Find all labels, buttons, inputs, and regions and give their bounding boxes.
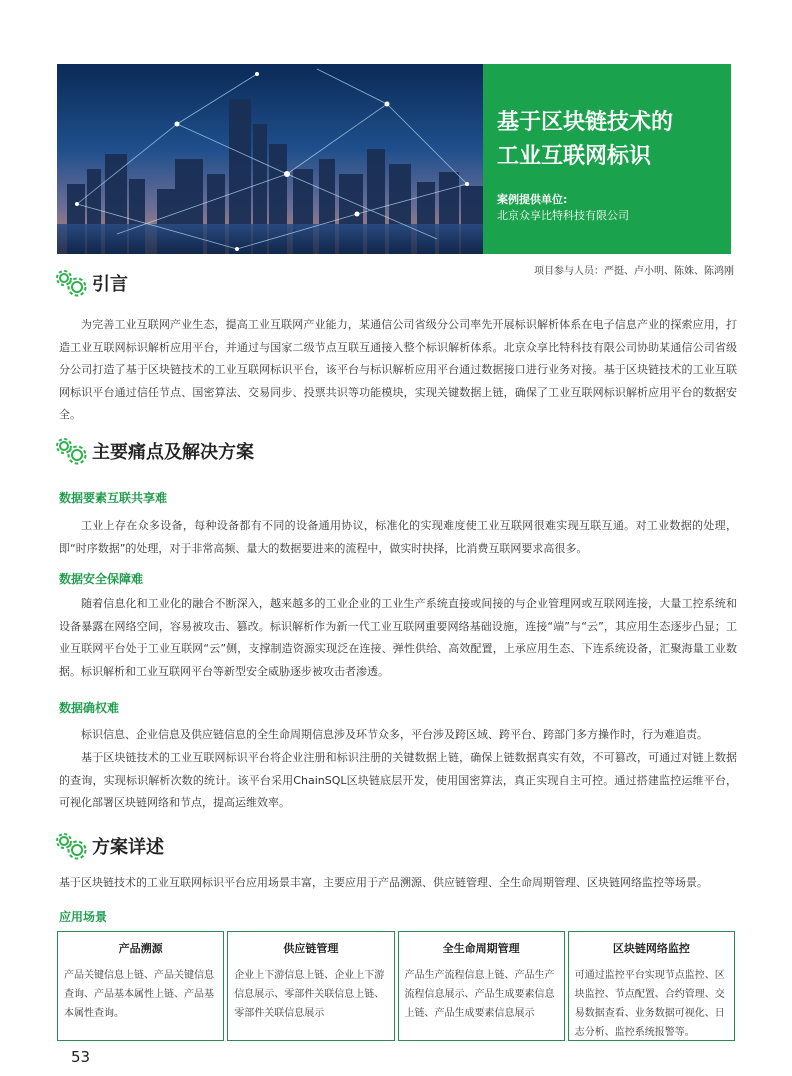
scene-card-title: 区块链网络监控 <box>612 942 690 955</box>
pain-point-3-solution: 基于区块链技术的工业互联网标识平台将企业注册和标识注册的关键数据上链，确保上链数据真实有效，不可篡改，可通过对链上数据的查询，实现标识解析次数的统计。该平台采用ChainSQL区块链底层开发，使用国密算法，真正实现自主可控。通过搭建监控运维平台，可视化部署区块链网络和节点，提高运维效率。 <box>59 751 737 809</box>
scene-card-traceability <box>57 931 224 1041</box>
solution-title: 方案详述 <box>92 837 164 858</box>
page-number: 53 <box>71 1048 91 1066</box>
pain-point-2-title: 数据安全保障难 <box>59 572 144 586</box>
scene-card-body: 企业上下游信息上链、企业上下游信息展示、零部件关联信息上链、零部件关联信息展示 <box>234 970 385 1019</box>
intro-paragraph: 为完善工业互联网产业生态，提高工业互联网产业能力，某通信公司省级分公司率先开展标识解析体系在电子信息产业的探索应用，打造工业互联网标识解析应用平台，并通过与国家二级节点互联互通接入整个标识解析体系。北京众享比特科技有限公司协助某通信公司省级分公司打造了基于区块链技术的工业互联网标识平台，该平台与标识解析应用平台通过数据接口进行业务对接。基于区块链技术的工业互联网标识平台通过信任节点、国密算法、交易同步、投票共识等功能模块，实现关键数据上链，确保了工业互联网标识解析应用平台的数据安全。 <box>59 318 737 421</box>
scene-card-title: 全生命周期管理 <box>442 942 520 955</box>
scene-card-body: 产品关键信息上链、产品关键信息查询、产品基本属性上链、产品基本属性查询。 <box>64 970 214 1019</box>
hero-banner <box>57 64 731 254</box>
scene-cards <box>57 931 735 1041</box>
pain-points-title: 主要痛点及解决方案 <box>92 442 254 463</box>
gears-icon <box>54 436 88 466</box>
section-pain-points-heading <box>54 436 254 466</box>
scene-card-supply-chain <box>227 931 394 1041</box>
case-title: 基于区块链技术的 工业互联网标识 <box>497 110 674 169</box>
section-intro-heading <box>54 268 128 298</box>
scene-card-body: 产品生产流程信息上链、产品生产流程信息展示、产品生成要素信息上链、产品生成要素信息展示 <box>404 970 555 1019</box>
scene-card-network-monitor <box>568 931 735 1041</box>
gears-icon <box>54 831 88 861</box>
scenes-title: 应用场景 <box>59 910 108 924</box>
section-solution-heading <box>54 831 164 861</box>
gears-icon <box>54 268 88 298</box>
pain-point-1-text: 工业上存在众多设备，每种设备都有不同的设备通用协议，标准化的实现难度使工业互联网很难实现互联互通。对工业数据的处理，即“时序数据”的处理，对于非常高频、量大的数据要进来的流程中，做实时抉择，比消费互联网要求高很多。 <box>59 519 737 555</box>
solution-paragraph: 基于区块链技术的工业互联网标识平台应用场景丰富，主要应用于产品溯源、供应链管理、全生命周期管理、区块链网络监控等场景。 <box>59 876 708 889</box>
city-skyline-illustration <box>57 64 483 254</box>
intro-title: 引言 <box>92 274 128 295</box>
pain-point-2-text: 随着信息化和工业化的融合不断深入，越来越多的工业企业的工业生产系统直接或间接的与企业管理网或互联网连接，大量工控系统和设备暴露在网络空间，容易被攻击、篡改。标识解析作为新一代工业互联网重要网络基础设施，连接“端”与“云”，其应用生态逐步凸显；工业互联网平台处于工业互联网“云”侧，支撑制造资源实现泛在连接、弹性供给、高效配置，上承应用生态、下连系统设备，汇聚海量工业数据。标识解析和工业互联网平台等新型安全威胁逐步被攻击者渗透。 <box>59 597 737 678</box>
org-name: 北京众享比特科技有限公司 <box>497 209 629 222</box>
scene-card-title: 供应链管理 <box>283 942 339 955</box>
pain-point-3-title: 数据确权难 <box>59 701 120 715</box>
pain-point-3-text: 标识信息、企业信息及供应链信息的全生命周期信息涉及环节众多，平台涉及跨区域、跨平台、跨部门多方操作时，行为难追责。 <box>81 728 708 741</box>
hero-title-panel <box>483 64 731 254</box>
org-label: 案例提供单位: <box>497 193 568 206</box>
city-network-image <box>57 64 483 254</box>
participants: 项目参与人员：严挺、卢小明、陈姝、陈鸿刚 <box>534 266 734 277</box>
scene-card-lifecycle <box>398 931 565 1041</box>
scene-card-title: 产品溯源 <box>118 942 163 955</box>
pain-point-1-title: 数据要素互联共享难 <box>59 491 168 505</box>
scene-card-body: 可通过监控平台实现节点监控、区块监控、节点配置、合约管理、交易数据查看、业务数据可视化、日志分析、监控系统报警等。 <box>574 970 725 1038</box>
